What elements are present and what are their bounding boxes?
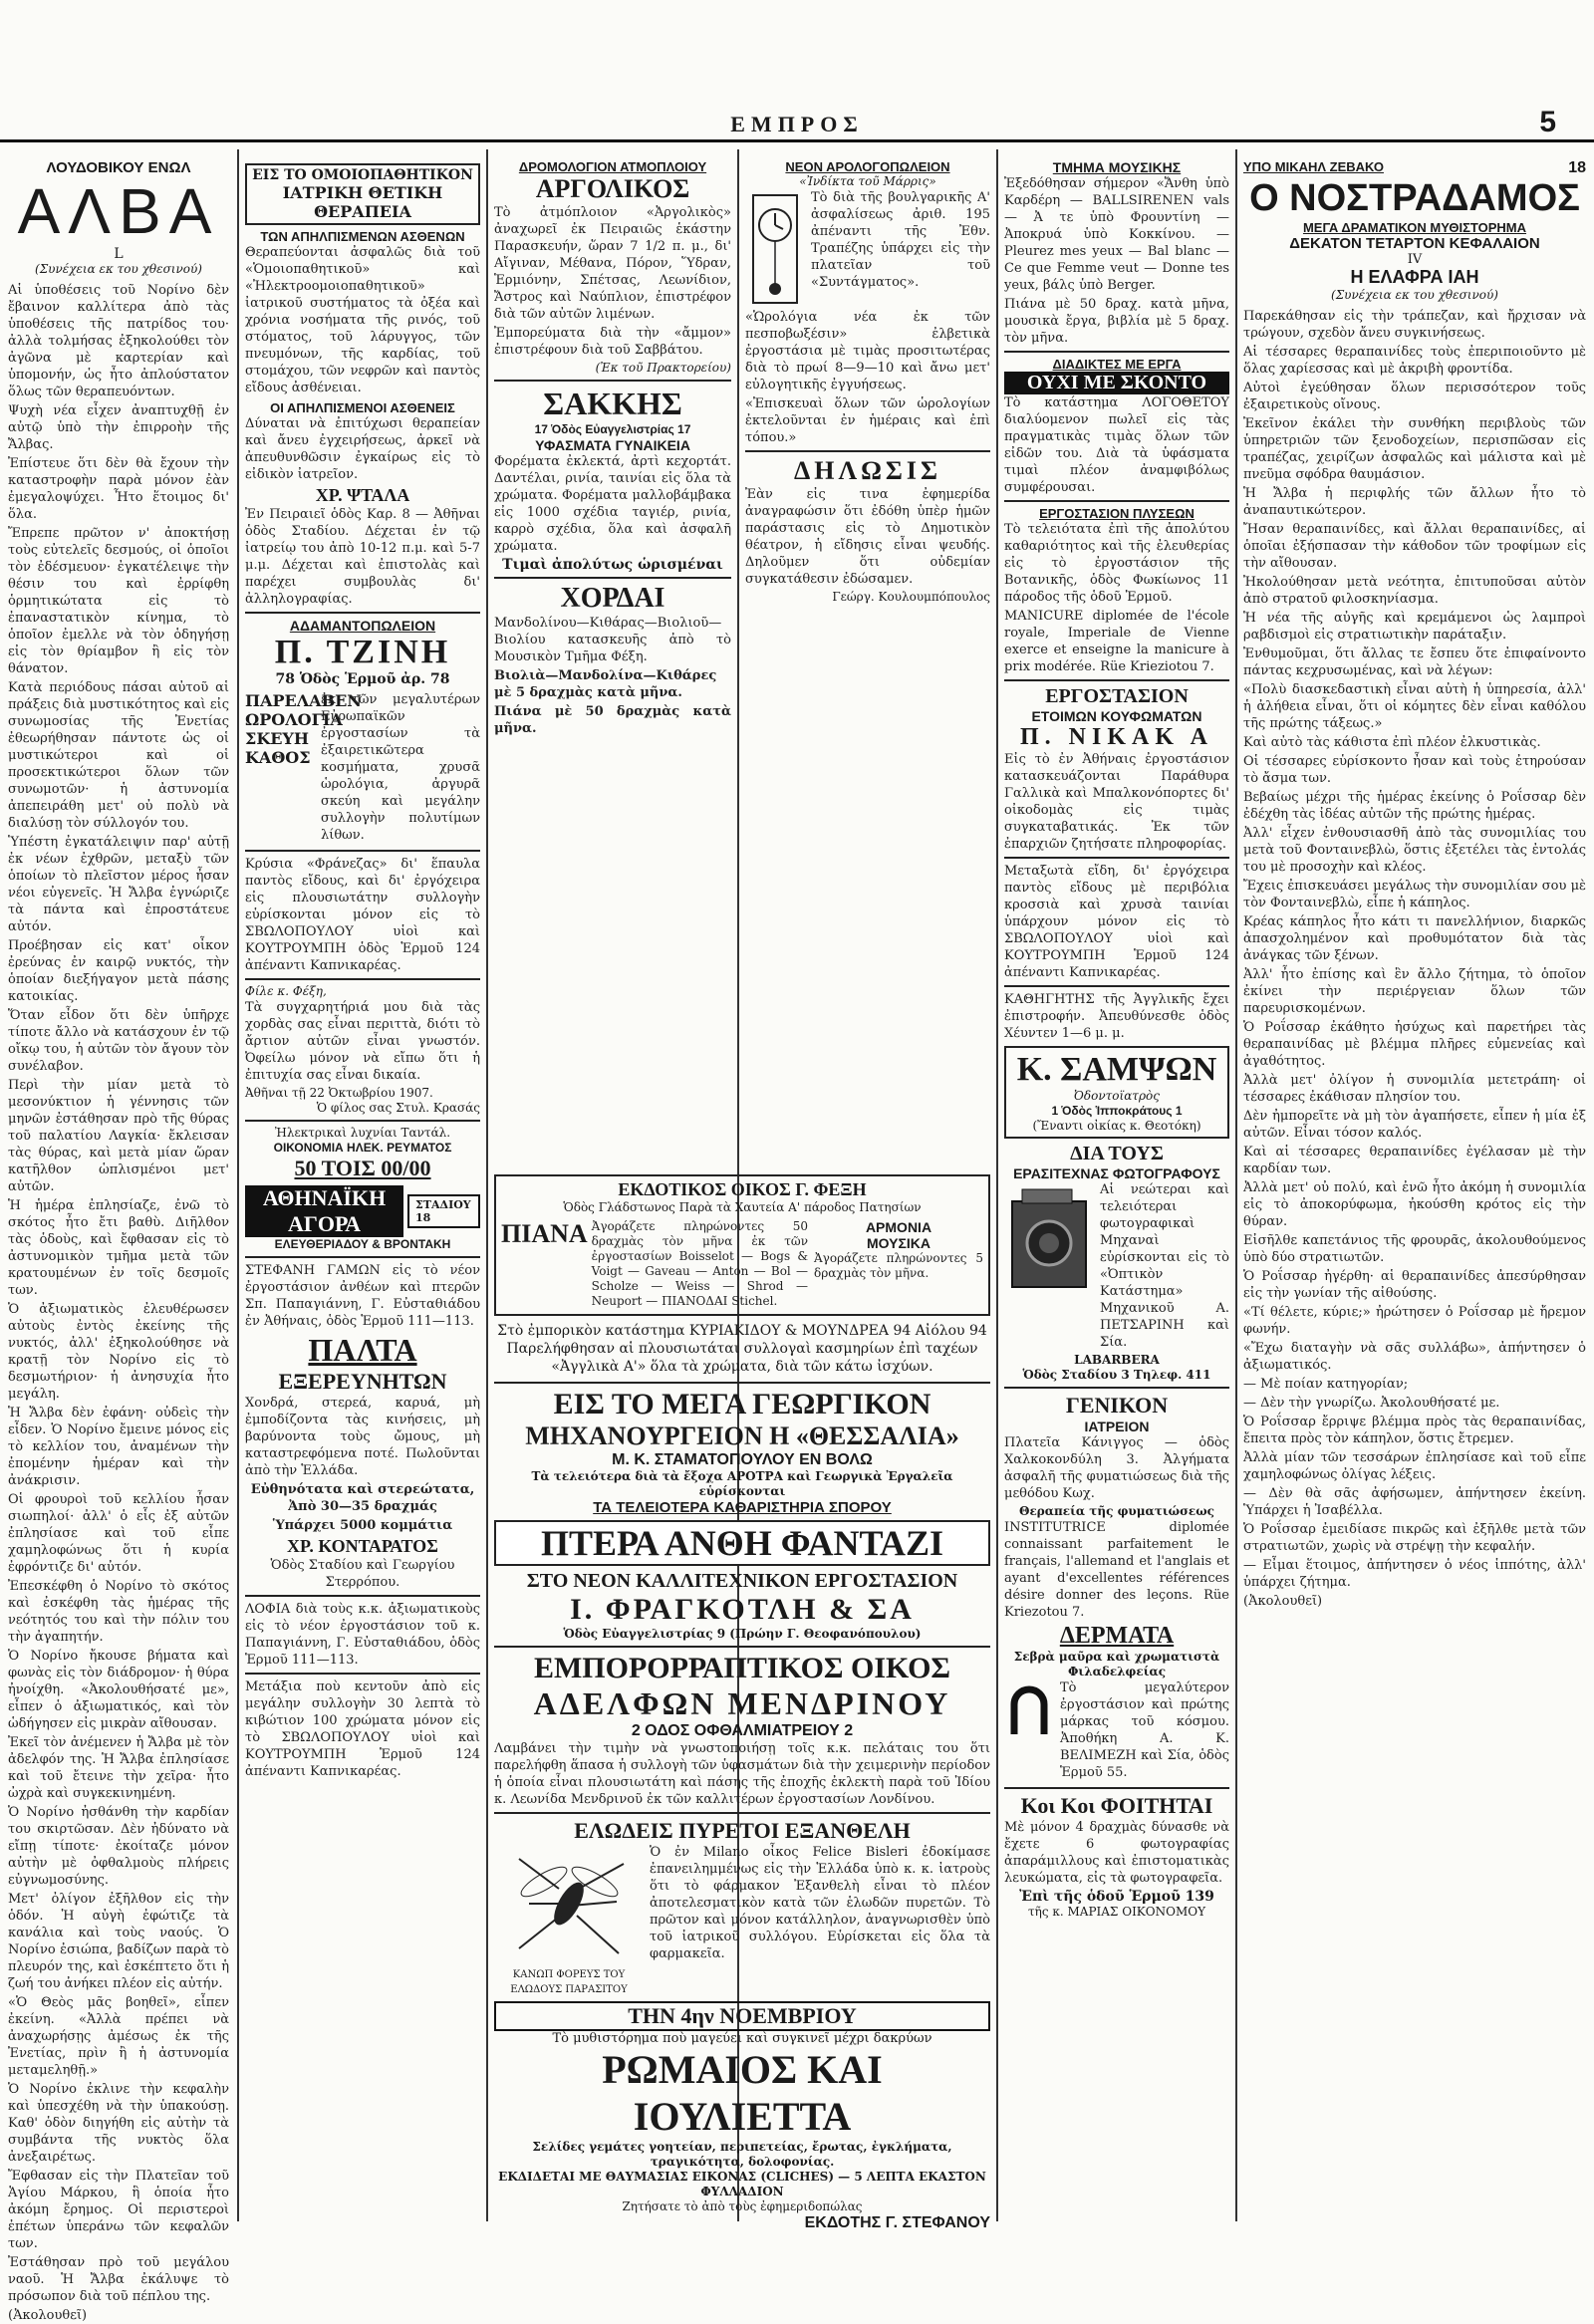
paragraph: Ἐκεῖνον ἐκάλει τὴν συνθήκη περιβλοὺς τῶν ὑπηρετριῶν τῶν ξενοδοχείων, περισπῶσαν εἰς τραπέζας, χειρίζων ἀσφαλῶς καὶ μάλιστα καὶ μὲ πνεῦμα σφόδρα θαυμάσιον. bbox=[1243, 416, 1586, 482]
serial-title: ΑΛΒΑ bbox=[17, 175, 220, 247]
music-label: ΜΟΥΣΙΚΑ bbox=[866, 1235, 930, 1251]
novel-text: Σελίδες γεμάτες γοητείαν, περιπετείας, ἔρωτας, ἐγκλήματα, τραγικότητα, δολοφονίας. bbox=[532, 2140, 952, 2169]
novel-text-3: Ζητήσατε τὸ ἀπὸ τοὺς ἐφημεριδοπώλας bbox=[622, 2199, 863, 2213]
feathers-owner: Ι. ΦΡΑΓΚΟΤΛΗ & ΣΑ bbox=[570, 1593, 915, 1626]
clinic-title: ΓΕΝΙΚΟΝ bbox=[1065, 1393, 1169, 1418]
serial2-body bbox=[1243, 308, 1586, 1610]
fexis-address: Ὁδὸς Γλάδστωνος Παρὰ τὰ Χαυτεία Α' πάροδος Πατησίων bbox=[563, 1200, 922, 1214]
column-rule bbox=[486, 149, 488, 2221]
paragraph: Κρέας κάπηλος ἦτο κάτι τι πανελλήνιον, διαρκῶς ἀπασχολημένον καὶ προθυμότατον διὰ τὰς ἀνάγκας τῶν ξένων. bbox=[1243, 914, 1586, 963]
jeweller-name: Π. ΤΖΙΝΗ bbox=[274, 634, 451, 670]
photo-address: Ὁδὸς Σταδίου 3 Τηλεφ. 411 bbox=[1022, 1368, 1211, 1382]
serial2-continued: (Συνέχεια εκ του χθεσινού) bbox=[1331, 288, 1498, 302]
ads-column-4 bbox=[745, 159, 990, 1165]
photo-text: Αἱ νεώτεραι καὶ τελειότεραι φωτογραφικαὶ Μηχαναὶ εὑρίσκονται εἰς τὸ «Ὀπτικὸν Κατάστημα» Μηχανικοῦ Α. ΠΕΤΣΑΡΙΝΗ καὶ Σία. bbox=[1100, 1182, 1229, 1350]
students-signature: τῆς κ. ΜΑΡΙΑΣ ΟΙΚΟΝΟΜΟΥ bbox=[1028, 1905, 1205, 1919]
dentist-title: Ὀδοντοϊατρὸς bbox=[1074, 1089, 1160, 1103]
market-sub: ΕΛΕΥΘΕΡΙΑΔΟΥ & ΒΡΟΝΤΑΚΗ bbox=[274, 1237, 451, 1251]
watch-text-3: «Ἐπισκευαὶ ὅλων τῶν ὡρολογίων ἐκτελοῦνται ἐν ἡμέραις καὶ ἐπὶ τόπου.» bbox=[745, 396, 990, 445]
coats-price: Εὐθηνότατα καὶ στερεώτατα, Ἀπὸ 30—35 δραχμάς bbox=[250, 1482, 475, 1514]
paragraph: Ἀλλ' εἶχεν ἐνθουσιασθῆ ἀπὸ τὰς συνομιλίας του μετὰ τοῦ Φονταινεβλὼ, ὅστις ἐξετέλει τὰς ἐντολάς του μὲ προσοχὴν καὶ κλέος. bbox=[1243, 826, 1586, 875]
paragraph: Μετ' ὀλίγον ἐξῆλθον εἰς τὴν ὁδόν. Ἡ αὐγὴ ἐφώτιζε τὰ κανάλια καὶ τοὺς ναούς. Ὁ Νορίνο ἐσιώπα, βαδίζων παρὰ τὸ πλευρόν της, καὶ ἐσκέπτετο ὅτι ἡ ζωή του ἀνήκει πλέον εἰς αὐτήν. bbox=[8, 1892, 229, 1991]
tailor-title: ΕΜΠΟΡΟΡΡΑΠΤΙΚΟΣ ΟΙΚΟΣ bbox=[533, 1652, 951, 1684]
paragraph: Ὁ ἀξιωματικὸς ἐλευθέρωσεν αὐτοὺς ἐντὸς ἐκείνης τῆς νυκτός, ἀλλ' ἐξηκολούθησε νὰ κρατῇ τὸν Νορίνο εἰς τὸ δεσμωτήριον· ἡ ἀνησυχία ἦτο μεγάλη. bbox=[8, 1302, 229, 1402]
serial2-chapter: ΔΕΚΑΤΟΝ ΤΕΤΑΡΤΟΝ ΚΕΦΑΛΑΙΟΝ bbox=[1289, 235, 1540, 252]
farm-text-2: ΤΑ ΤΕΛΕΙΟΤΕΡΑ ΚΑΘΑΡΙΣΤΗΡΙΑ ΣΠΟΡΟΥ bbox=[593, 1499, 892, 1516]
homeopathy-text-2: Δύναται νὰ ἐπιτύχωσι θεραπείαν καὶ ἄνευ ἐγχειρήσεως, ἀρκεῖ νὰ ἀπευθυνθῶσιν ἐγκαίρως εἰς τὸ εἰδικὸν ἰατρεῖον. bbox=[245, 416, 480, 482]
paragraph: — Δὲν θὰ σᾶς ἀφήσωμεν, ἀπήντησεν ἐκείνη. Ὑπάρχει ἡ Ἰσαβέλλα. bbox=[1243, 1486, 1586, 1518]
silk-ad: Κρύσια «Φράνεζας» δι' ἕπαυλα παντὸς εἴδους, καὶ δι' ἐργόχειρα εἰς πλουσιωτάτην συλλογὴν εὑρίσκονται μόνον εἰς τὸ ΣΒΩΛΟΠΟΥΛΟΥ υἱοὶ καὶ ΚΟΥΤΡΟΥΜΠΗ ὁδὸς Ἑρμοῦ 124 ἀπέναντι Καπνικαρέας. bbox=[245, 857, 480, 973]
serial-part: L bbox=[114, 246, 124, 262]
plumes-ad: ΛΟΦΙΑ διὰ τοὺς κ.κ. ἀξιωματικοὺς εἰς τὸ νέον ἐργοστάσιον τοῦ κ. Παπαγιάννη, Γ. Εὐσταθιάδου, ὁδὸς Ἑρμοῦ 111—113. bbox=[245, 1602, 480, 1668]
horseshoe-icon bbox=[1004, 1679, 1054, 1739]
paragraph: Ὁ Νορίνο ἠσθάνθη τὴν καρδίαν του σκιρτῶσαν. Δὲν ἠδύνατο νὰ εἴπῃ τίποτε· ἐκοίταζε μόνον αὐτὴν μὲ ὀφθαλμοὺς πλήρεις εὐγνωμοσύνης. bbox=[8, 1805, 229, 1888]
paragraph: Ἠκολούθησαν μετὰ νεότητα, ἐπιτυποῦσαι αὐτὸν ἀπὸ στρατοῦ φιλοσκηνίασμα. bbox=[1243, 575, 1586, 607]
photo-heading: ΔΙΑ ΤΟΥΣ bbox=[1070, 1143, 1164, 1164]
letter-signature: Ὁ φίλος σας Στυλ. Κρασάς bbox=[316, 1101, 480, 1115]
coats-address: Ὁδὸς Σταδίου καὶ Γεωργίου Στερρόπου. bbox=[270, 1558, 455, 1590]
jeweller-items bbox=[245, 691, 362, 846]
frames-heading: ΕΡΓΟΣΤΑΣΙΟΝ bbox=[1045, 685, 1189, 707]
announcement-text: Ἐὰν εἰς τινα ἐφημερίδα ἀναγραφώσιν ὅτι ἐδόθη ὑπὲρ ἡμῶν παράστασις εἰς τὸ Δημοτικὸν θέατρον, ἡ εἴδησις εἶναι ψευδής. Δηλοῦμεν ὅτι οὐδεμίαν συγκατάθεσιν ἐδώσαμεν. bbox=[745, 487, 990, 587]
clinic-text-2: Θεραπεία τῆς φυματιώσεως bbox=[1019, 1504, 1214, 1518]
jeweller-item: ΚΑΘΟΣ bbox=[245, 748, 311, 767]
coats-subtitle: ΕΞΕΡΕΥΝΗΤΩΝ bbox=[278, 1369, 447, 1394]
paragraph: (Ἀκολουθεῖ) bbox=[1243, 1594, 1323, 1609]
fever-text: Ὁ ἐν Milano οἶκος Felice Bisleri ἐδοκίμασε ἐπανειλημμένως εἰς τὴν Ἑλλάδα ὑπὸ κ. κ. ἰατροὺς ὅτι τὸ φάρμακον Ἐξανθελὴ εἶναι τὸ πλέον ἀποτελεσματικὸν κατὰ τῶν ἑλωδῶν πυρετῶν. Τὸ πρῶτον καὶ μόνον κατάλληλον, ἀναγνωρισθὲν ὑπὸ τοῦ ἰατρικοῦ συλλόγου. Εὑρίσκεται εἰς ὅλα τὰ φαρμακεῖα. bbox=[650, 1845, 990, 1961]
paragraph: Βεβαίως μέχρι τῆς ἡμέρας ἐκείνης ὁ Ροΐσσαρ δὲν ἐδέχθη τὰς ἰδέας αὐτῶν τῆς πρώτης ἡμέρας. bbox=[1243, 790, 1586, 822]
serial-author: ΛΟΥΔΟΒΙΚΟΥ ΕΝΩΛ bbox=[46, 159, 191, 176]
homeopathy-h2: ΟΙ ΑΠΗΛΠΙΣΜΕΝΟΙ ΑΣΘΕΝΕΙΣ bbox=[270, 400, 455, 415]
students-title: Κοι Κοι ΦΟΙΤΗΤΑΙ bbox=[1020, 1793, 1213, 1818]
frames-heading-2: ΕΤΟΙΜΩΝ ΚΟΥΦΩΜΑΤΩΝ bbox=[1031, 708, 1202, 724]
sakkis-sub: ΥΦΑΣΜΑΤΑ ΓΥΝΑΙΚΕΙΑ bbox=[535, 437, 690, 453]
jeweller-address: 78 Ὁδὸς Ἑρμοῦ ἀρ. 78 bbox=[275, 671, 450, 687]
wreath-ad: ΣΤΕΦΑΝΗ ΓΑΜΩΝ εἰς τὸ νέον ἐργοστάσιον ἀνθέων καὶ πτερῶν Σπ. Παπαγιάννη, Γ. Εὐσταθιάδου ἐν Ἀθήναις, ὁδὸς Ἑρμοῦ 111—113. bbox=[245, 1263, 480, 1329]
announcement-signature: Γεώργ. Κουλουμπόπουλος bbox=[832, 590, 990, 604]
paragraph: «Πολὺ διασκεδαστικὴ εἶναι αὐτὴ ἡ ὑπηρεσία, ἀλλ' ἡ ἀλήθεια εἶναι, ὅτι οἱ κόμητες δὲν εἶναι καθόλου τῆς πρώτης τάξεως.» bbox=[1243, 682, 1586, 731]
paragraph: Ἡ Ἄλβα ἡ περιφλής τῶν ἄλλων ἦτο τὸ ἀναπαυτικώτερον. bbox=[1243, 486, 1586, 518]
doctor-info: Ἐν Πειραιεῖ ὁδὸς Καρ. 8 — Ἀθῆναι ὁδὸς Σταδίου. Δέχεται ἐν τῷ ἰατρείῳ του ἀπὸ 10-12 π.μ. καὶ 5-7 μ.μ. Δέχεται καὶ ἐπιστολὰς καὶ παρέχει συμβουλὰς δι' ἀλληλογραφίας. bbox=[245, 507, 480, 607]
organs-label: ΑΡΜΟΝΙΑ bbox=[865, 1219, 932, 1235]
fever-caption: ΚΑΝΩΠ ΦΟΡΕΥΣ ΤΟΥ ΕΛΩΔΟΥΣ ΠΑΡΑΣΙΤΟΥ bbox=[510, 1969, 628, 1995]
novel-publisher: ΕΚΔΟΤΗΣ Γ. ΣΤΕΦΑΝΟΥ bbox=[804, 2214, 990, 2231]
camera-icon bbox=[1004, 1181, 1094, 1301]
letter-salutation: Φίλε κ. Φέξη, bbox=[245, 984, 327, 998]
serial2-author: ΥΠΟ ΜΙΚΑΗΛ ΖΕΒΑΚΟ bbox=[1243, 159, 1384, 174]
paragraph: Ὁ Ροΐσσαρ ἔρριψε βλέμμα πρὸς τὰς θεραπαινίδας, ἔπειτα πρὸς τὸν κάπηλον, ὅστις ἔτρεμεν. bbox=[1243, 1415, 1586, 1446]
frames-text: Εἰς τὸ ἐν Ἀθήναις ἐργοστάσιον κατασκευάζονται Παράθυρα Γαλλικὰ καὶ Μπαλκονόπορτες δι' οἰκοδομὰς εἰς τιμὰς συγκαταβατικάς. Ἐκ τῶν ἐπαρχιῶν ζητήσατε πληροφορίας. bbox=[1004, 752, 1229, 852]
newspaper-title: ΕΜΠΡΟΣ bbox=[730, 112, 864, 136]
paragraph: Ὁ Νορίνο ἤκουσε βήματα καὶ φωνὰς εἰς τὸν διάδρομον· ἡ θύρα ἠνοίχθη. «Ἀκολουθήσατέ με», εἶπεν ὁ ἀξιωματικός, καὶ τὸν ὡδήγησεν εἰς μικρὰν αἴθουσαν. bbox=[8, 1649, 229, 1731]
paragraph: Ἐνθυμοῦμαι, ὅτι ἄλλας τε ἔσπευ ὅτε ἐπιφαίνοντο πάντας κεχρυσωμένας, καὶ νὰ λέγων: bbox=[1243, 646, 1586, 678]
paragraph: Κατὰ περιόδους πάσαι αὐτοῦ αἱ πράξεις διὰ μυστικότητος καὶ εἰς συνωμοσίας τῆς Ἐνετίας ἐθεωρήθησαν πάντοτε ὡς οἱ μυστικώτεροι καὶ οἱ προσεκτικώτεροι ὅλων τῶν συνωμοτῶν· ἡ ἀστυνομία ἀπεπειράθη μετ' οὐ πολὺ νὰ διαλύσῃ τὸν σύλλογόν του. bbox=[8, 680, 229, 831]
paragraph: Περὶ τὴν μίαν μετὰ τὸ μεσονύκτιον ἡ γέννησις τῶν μηνῶν ἐστάθησαν πρὸ τῆς θύρας τοῦ παλατίου Λαγκία· ἔκλεισαν τὰς θύρας, καὶ μετὰ μίαν ὥραν κατῆλθον ὡπλισμένοι μετ' αὐτῶν. bbox=[8, 1078, 229, 1194]
homeopathy-title: ΕΙΣ ΤΟ ΟΜΟΙΟΠΑΘΗΤΙΚΟΝ bbox=[252, 167, 473, 183]
coats-stock: Ὑπάρχει 5000 κομμάτια bbox=[272, 1518, 453, 1533]
photo-heading-2: ΕΡΑΣΙΤΕΧΝΑΣ ΦΩΤΟΓΡΑΦΟΥΣ bbox=[1013, 1165, 1220, 1181]
paragraph: Ὅταν εἶδον ὅτι δὲν ὑπῆρχε τίποτε ἄλλο νὰ κατάσχουν ἐν τῷ οἴκῳ του, ἡ αὐτῶν τὸν ἄγουν τὸν συνέλαβον. bbox=[8, 1008, 229, 1074]
lamps-percent: 50 ΤΟΙΣ 00/00 bbox=[294, 1156, 431, 1180]
homeopathy-text: Θεραπεύονται ἀσφαλῶς διὰ τοῦ «Ὁμοιοπαθητικοῦ» καὶ «Ἠλεκτροομοιοπαθητικοῦ» ἰατρικοῦ συστήματος τὰ ὀξέα καὶ χρόνια νοσήματα τῆς ρινός, τοῦ στόματος, τοῦ λάρυγγος, τῶν πνευμόνων, τῆς καρδίας, τοῦ στομάχου, τῶν νεφρῶν καὶ παντὸς εἴδους ἀσθένειαι. bbox=[245, 245, 480, 395]
paragraph: Ἔπρεπε πρῶτον ν' ἀποκτήσῃ τοὺς εὐτελεῖς δεσμούς, οἱ ὁποῖοι τὸν ἐδέσμευον· ἐγκατέλειψε τὴν θέσιν του καὶ ἐρρίφθη ὁρμητικώτατα εἰς τὸ ἐπαναστατικὸν κίνημα, τὸ ὁποῖον ἐμελλε νὰ τὸν ὁδηγήσῃ εἰς τὸν θρίαμβον ἢ εἰς τὸν θάνατον. bbox=[8, 526, 229, 676]
pianos-label: ΠΙΑΝΑ bbox=[501, 1219, 588, 1248]
frames-owner: Π. ΝΙΚΑΚ Α bbox=[1019, 724, 1213, 750]
serial-column-nostradamus bbox=[1243, 159, 1586, 2221]
paragraph: — Εἶμαι ἕτοιμος, ἀπήντησεν ὁ νέος ἱππότης, ἀλλ' ὑπάρχει ζήτημα. bbox=[1243, 1558, 1586, 1590]
strings-text-2: Βιολιὰ—Μανδολίνα—Κιθάρες μὲ 5 δραχμὰς κατὰ μῆνα. bbox=[494, 668, 717, 700]
jeweller-text: ἐκ τῶν μεγαλυτέρων Εὐρωπαϊκῶν ἐργοστασίων τὰ ἐξαιρετικῶτερα κοσμήματα, χρυσᾶ ὡρολόγια, ἀργυρᾶ σκεύη καὶ μεγάλην συλλογὴν πολυτίμων λίθων. bbox=[321, 692, 480, 843]
kyriakidou-ad: Στὸ ἐμπορικὸν κατάστημα ΚΥΡΙΑΚΙΔΟΥ & ΜΟΥΝΔΡΕΑ 94 Αἰόλου 94 Παρελήφθησαν αἱ πλουσιωτάται συλλογαὶ κασμηρίων ἐπὶ ταχέων «Ἀγγλικὰ Α'» ὅλα τὰ χρώματα, διὰ τῶν κάτω ἰσχύων. bbox=[497, 1323, 987, 1375]
letter-body: Τὰ συγχαρητήριά μου διὰ τὰς χορδὰς σας εἶναι περιττὰ, διότι τὸ ἄρτιον αὐτῶν εἶναι γνωστόν. Ὀφείλω μόνον νὰ εἴπω ὅτι ἡ ἐπιτυχία σας εἶναι δικαία. bbox=[245, 1000, 480, 1083]
steamer-heading: ΔΡΟΜΟΛΟΓΙΟΝ ΑΤΜΟΠΛΟΙΟΥ bbox=[518, 159, 707, 174]
pianos-text: Ἀγοράζετε πληρώνοντες 50 δραχμὰς τὸν μῆνα ἐκ τῶν ἐργοστασίων Boisselot — Bogs & Voigt — Gaveau — Anton — Bol — Scholze — Weiss — Shrod — Neuport — ΠΙΑΝΟΔΑΙ Stichel. bbox=[591, 1219, 808, 1308]
column-rule bbox=[996, 149, 998, 2221]
silk-ad-2: Μεταξωτὰ εἴδη, δι' ἐργόχειρα παντὸς εἴδους μὲ περιβόλια κροσσιὰ καὶ χρυσὰ ταινίαι ὑπάρχουν μόνον εἰς τὸ ΣΒΩΛΟΠΟΥΛΟΥ υἱοὶ καὶ ΚΟΥΤΡΟΥΜΠΗ Ἑρμοῦ 124 ἀπέναντι Καπνικαρέας. bbox=[1004, 864, 1229, 980]
paragraph: Καὶ αὐτὸ τὰς κάθιστα ἐπὶ πλέον ἐλκυστικὰς. bbox=[1243, 735, 1541, 750]
paragraph: Εἰσῆλθε καπετάνιος τῆς φρουρᾶς, ἀκολουθούμενος ὑπὸ δύο στρατιωτῶν. bbox=[1243, 1233, 1586, 1265]
column-rule bbox=[237, 149, 239, 2221]
paragraph: Ἀλλὰ μετ' ὀλίγον ἡ συνομιλία μετετράπη· οἱ τέσσαρες ἐκάθισαν πλησίον του. bbox=[1243, 1073, 1586, 1105]
music-heading: ΤΜΗΜΑ ΜΟΥΣΙΚΗΣ bbox=[1052, 159, 1182, 175]
jeweller-item: ΠΑΡΕΛΑΒΕΝ bbox=[245, 691, 362, 710]
tailor-name: ΑΔΕΛΦΩΝ ΜΕΝΔΡΙΝΟΥ bbox=[533, 1685, 951, 1721]
watch-heading: ΝΕΟΝ ΑΡΟΛΟΓΟΠΩΛΕΙΟΝ bbox=[785, 159, 950, 174]
sakkis-text: Φορέματα ἐκλεκτά, ἀρτὶ κεχορτάτ. Δαντέλαι, ρινία, ταινίαι εἰς ὅλα τὰ χρώματα. Φορέματα μαλλοβάμβακα εἰς 1000 σχέδια ταγιέρ, ρινία, καρρὸ σχέδια, ὅλα καὶ ἀσφαλῆ χρώματα. bbox=[494, 454, 731, 554]
watch-sub: «Ἰνδίκτα τοῦ Μάρρις» bbox=[799, 174, 936, 188]
serial-column-alba bbox=[8, 159, 229, 2323]
paragraph: Οἱ τέσσαρες εὑρίσκοντο ἦσαν καὶ τοὺς ἐτηρούσαν τὸ ἄσμα των. bbox=[1243, 754, 1586, 786]
homeopathy-subtitle: ΙΑΤΡΙΚΗ ΘΕΤΙΚΗ ΘΕΡΑΠΕΙΑ bbox=[282, 183, 443, 221]
announcement-title: ΔΗΛΩΣΙΣ bbox=[793, 456, 942, 485]
serial2-number: 18 bbox=[1568, 159, 1586, 176]
paragraph: Αὐτοὶ ἐγεύθησαν ὅλων περισσότερον τοῦς ἐξαιρετικοὺς οἴνους. bbox=[1243, 381, 1586, 412]
novel-date: ΤΗΝ 4ην ΝΟΕΜΒΡΙΟΥ bbox=[494, 2001, 990, 2031]
strings-text-3: Πιάνα μὲ 50 δραχμὰς κατὰ μῆνα. bbox=[494, 704, 731, 736]
paragraph: Καὶ αἱ τέσσαρες θεραπαινίδες ἐγέλασαν μὲ τὴν καρδίαν των. bbox=[1243, 1145, 1586, 1176]
paragraph: Ἐπεσκέφθη ὁ Νορίνο τὸ σκότος καὶ ἐσκέφθη τὰς ἡμέρας τῆς νεότητός του καὶ τὴν πόλιν του τὴν ἀγαπητήν. bbox=[8, 1579, 229, 1645]
dentist-address: 1 Ὁδὸς Ἱπποκράτους 1 bbox=[1051, 1104, 1183, 1118]
feathers-address: Ὁδὸς Εὐαγγελιστρίας 9 (Πρώην Γ. Θεοφανόπουλου) bbox=[563, 1627, 922, 1641]
paragraph: «Τί θέλετε, κύριε;» ἠρώτησεν ὁ Ροΐσσαρ μὲ ἤρεμον φωνήν. bbox=[1243, 1305, 1586, 1337]
serial2-sub: ΜΕΓΑ ΔΡΑΜΑΤΙΚΟΝ ΜΥΘΙΣΤΟΡΗΜΑ bbox=[1302, 220, 1527, 235]
steamer-note: Ἐμπορεύματα διὰ τὴν «ἄμμον» ἐπιστρέφουν διὰ τοῦ Σαββάτου. bbox=[494, 326, 731, 358]
farm-title: ΕΙΣ ΤΟ ΜΕΓΑ ΓΕΩΡΓΙΚΟΝ bbox=[553, 1388, 931, 1420]
paragraph: «Ὁ Θεὸς μᾶς βοηθεῖ», εἶπεν ἐκείνη. «Ἀλλὰ πρέπει νὰ ἀναχωρήσῃς ἀμέσως ἐκ τῆς Ἐνετίας, πρὶν ἢ ἡ ἀστυνομία μεταμεληθῇ.» bbox=[8, 1995, 229, 2078]
ads-column-3 bbox=[494, 159, 731, 1165]
mosquito-icon bbox=[499, 1844, 639, 1963]
paragraph: Ἐκεῖ τὸν ἀνέμενεν ἡ Ἄλβα μὲ τὸν ἀδελφόν της. Ἡ Ἄλβα ἐπλησίασε καὶ τοῦ ἔτεινε τὴν χεῖρα· ἦτο ὠχρὰ καὶ συγκεκινημένη. bbox=[8, 1735, 229, 1801]
feathers-title: ΠΤΕΡΑ ΑΝΘΗ ΦΑΝΤΑΖΙ bbox=[496, 1522, 988, 1564]
paragraph: Προέβησαν εἰς κατ' οἶκον ἐρεύνας ἐν καιρῷ νυκτός, τὴν ὁποίαν διεξήγαγον μετὰ πάσης κατοικίας. bbox=[8, 938, 229, 1004]
novel-tagline: Τὸ μυθιστόρημα ποὺ μαγεύει καὶ συγκινεῖ μέχρι δακρύων bbox=[552, 2031, 932, 2046]
jeweller-heading: ΑΔΑΜΑΝΤΟΠΩΛΕΙΟΝ bbox=[289, 618, 436, 634]
threads-ad: Μετάξια ποὺ κεντοῦν ἀπὸ εἰς μεγάλην συλλογὴν 30 λεπτὰ τὸ κιβώτιον 100 χρώματα μόνον εἰς τὸ ΣΒΩΛΟΠΟΥΛΟΥ υἱοὶ καὶ ΚΟΥΤΡΟΥΜΠΗ Ἑρμοῦ 124 ἀπέναντι Καπνικαρέας. bbox=[245, 1679, 480, 1779]
paragraph: Ἡ νέα τῆς αὐγῆς καὶ κρεμάμενοι ὡς λαμπροὶ ραβδισμοὶ εἰς στρατιωτικὴν παράταξιν. bbox=[1243, 611, 1586, 643]
dentist-address-2: (Ἔναντι οἰκίας κ. Θεοτόκη) bbox=[1032, 1119, 1201, 1133]
laundry-heading: ΕΡΓΟΣΤΑΣΙΟΝ ΠΛΥΣΕΩΝ bbox=[1039, 506, 1195, 521]
coats-text: Χονδρά, στερεά, καρυά, μὴ ἐμποδίζοντα τὰς κινήσεις, μὴ βαρύνοντα τοὺς ὤμους, μὴ καταστρεφόμενα ποτέ. Πωλοῦνται ἀπὸ τὴν Ἑλλάδα. bbox=[245, 1396, 480, 1478]
sale-heading: ΔΙΑΔΙΚΤΕΣ ΜΕ ΕΡΓΑ bbox=[1052, 357, 1182, 372]
strings-title: ΧΟΡΔΑΙ bbox=[560, 583, 665, 614]
clinic-text: Πλατεῖα Κάνιγγος — ὁδὸς Χαλκοκονδύλη 3. Ἀλγήματα ἀσφαλῆ τῆς φυματιώσεως διὰ τῆς μεθόδου Κωχ. bbox=[1004, 1435, 1229, 1501]
institutrice-text: INSTITUTRICE diplomée connaissant parfaitement le français, l'allemand et l'anglais et ayant d'excellentes références désire donner des leçons. Rüe Kriezotou 7. bbox=[1004, 1520, 1229, 1620]
page-number: 5 bbox=[1539, 106, 1556, 138]
sale-heading-2: ΟΥΧΙ ΜΕ ΣΚΟΝΤΟ bbox=[1004, 372, 1229, 394]
tailor-address: 2 ΟΔΟΣ ΟΦΘΑΛΜΙΑΤΡΕΙΟΥ 2 bbox=[631, 1722, 854, 1739]
fever-title: ΕΛΩΔΕΙΣ ΠΥΡΕΤΟΙ ΕΞΑΝΘΕΛΗ bbox=[574, 1818, 911, 1843]
paragraph: — Μὲ ποίαν κατηγορίαν; bbox=[1243, 1377, 1409, 1392]
lamps-ad-2: ΟΙΚΟΝΟΜΙΑ ΗΛΕΚ. ΡΕΥΜΑΤΟΣ bbox=[273, 1141, 452, 1155]
paragraph: Ἐστάθησαν πρὸ τοῦ μεγάλου ναοῦ. Ἡ Ἄλβα ἐκάλυψε τὸ πρόσωπον διὰ τοῦ πέπλου της. bbox=[8, 2255, 229, 2304]
column-rule bbox=[1235, 149, 1237, 2221]
serial2-title: Ο ΝΟΣΤΡΑΔΑΜΟΣ bbox=[1249, 177, 1580, 219]
paragraph: Ἡ Ἄλβα δὲν ἐφάνη· οὐδεὶς τὴν εἶδεν. Ὁ Νορίνο ἔμεινε μόνος εἰς τὸ κελλίον του, ἀναμένων τὴν ἐπομένην ἡμέραν καὶ τὴν ἀνάκρισιν. bbox=[8, 1406, 229, 1488]
steamer-source: (Ἐκ τοῦ Πρακτορείου) bbox=[595, 361, 731, 375]
english-teacher: ΚΑΘΗΓΗΤΗΣ τῆς Ἀγγλικῆς ἔχει ἐπιστροφήν. Ἀπευθύνεσθε ὁδὸς Χέυντεν 1—6 μ. μ. bbox=[1004, 992, 1229, 1041]
steamer-name: ΑΡΓΟΛΙΚΟΣ bbox=[535, 174, 690, 203]
paragraph: Ὁ Ροΐσσαρ ἐκάθητο ἡσύχως καὶ παρετήρει τὰς θεραπαινίδας μὲ βλέμμα πλῆρες εὐμενείας καὶ ἀγαθότητος. bbox=[1243, 1020, 1586, 1069]
sale-text: Τὸ κατάστημα ΛΟΓΟΘΕΤΟΥ διαλύομενον πωλεῖ εἰς τὰς πραγματικὰς τιμὰς ὅλων τῶν εἰδῶν του. Διὰ τὰ ὑφάσματα τιμαὶ πλέον ἀναμφιβόλως συμφέρουσαι. bbox=[1004, 395, 1229, 495]
novel-text-2: ΕΚΔΙΔΕΤΑΙ ΜΕ ΘΑΥΜΑΣΙΑΣ ΕΙΚΟΝΑΣ (CLICHES) — 5 ΛΕΠΤΑ ΕΚΑΣΤΟΝ ΦΥΛΛΑΔΙΟΝ bbox=[498, 2170, 986, 2198]
novel-title: ΡΩΜΑΙΟΣ ΚΑΙ ΙΟΥΛΙΕΤΤΑ bbox=[602, 2047, 883, 2139]
paragraph: Παρεκάθησαν εἰς τὴν τράπεζαν, καὶ ἤρχισαν νὰ τρώγουν, σχεδὸν ἄνευ συγκινήσεως. bbox=[1243, 309, 1586, 341]
paragraph: Ἀλλ' ἦτο ἐπίσης καὶ ἓν ἄλλο ζήτημα, τὸ ὁποῖον ἐκίνει τὴν περιέργειαν ὅλων τῶν παρευρισκομένων. bbox=[1243, 967, 1586, 1016]
watch-text: Τὸ διὰ τῆς βουλγαρικῆς Α' ἀσφαλίσεως ἀριθ. 195 ἀπέναντι τῆς Ἐθν. Τραπέζης ὑπάρχει εἰς τὴν πλατεῖαν τοῦ «Συντάγματος». bbox=[811, 190, 990, 290]
paragraph: Ἐπίστευε ὅτι δὲν θὰ ἔχουν τὴν καταστροφὴν παρὰ μόνον ἐὰν ἐμεγαλοψύχει. Ἦτο ἕτοιμος δι' ὅλα. bbox=[8, 456, 229, 522]
music-text: Ἐξεδόθησαν σήμερον «Ἄνθη ὑπὸ Καρδέρη — BALLSIRENEN vals — Ἀ τε ὑπὸ Φρουντίνη — Ἀποκρυά ὑπὸ Κοκκίνου. — Pleurez mes yeux — Bal blanc — Ce que Femme veut — Donne tes yeux, βάλς ὑπὸ Berger. bbox=[1004, 176, 1229, 293]
clinic-title-2: ΙΑΤΡΕΙΟΝ bbox=[1084, 1419, 1150, 1434]
serial-continued: (Συνέχεια εκ του χθεσινού) bbox=[35, 262, 202, 276]
strings-text: Μανδολίνου—Κιθάρας—Βιολιοῦ—Βιολίου κατασκευῆς ἀπὸ τὸ Μουσικὸν Τμῆμα Φέξη. bbox=[494, 616, 731, 664]
tailor-text: Λαμβάνει τὴν τιμὴν νὰ γνωστοποιήσῃ τοῖς κ.κ. πελάταις του ὅτι παρελήφθη ἅπασα ἡ συλλογὴ τῶν ὑφασμάτων διὰ τὴν χειμερινὴν περίοδον ἡ ὁποία εἶναι πλουσιωτάτη καὶ πάσης τῆς ἐποχῆς ἐκλεκτὴ παρὰ τοῦ Ἰδίου κ. Λεωνίδα Μενδρινοῦ ἐκ τῶν καλλιτέρων ἐργοστασίων Λονδίνου. bbox=[494, 1741, 990, 1807]
fexis-ad bbox=[494, 1174, 990, 1316]
ads-column-2 bbox=[245, 159, 480, 2221]
laundry-text: Τὸ τελειότατα ἐπὶ τῆς ἀπολύτου καθαριότητος καὶ τῆς ἐλευθερίας εἰς τὸ ἐργοστάσιον τῆς Βοτανικῆς, ὁδὸς Φωκίωνος 11 πάροδος τῆς ὁδοῦ Ἑρμοῦ. bbox=[1004, 522, 1229, 605]
homeopathy-box bbox=[245, 163, 480, 225]
fexis-title: ΕΚΔΟΤΙΚΟΣ ΟΙΚΟΣ Γ. ΦΕΞΗ bbox=[618, 1179, 867, 1199]
coats-seller: ΧΡ. ΚΟΝΤΑΡΑΤΟΣ bbox=[287, 1536, 438, 1556]
paragraph: Ὁ Ροΐσσαρ ἠγέρθη· αἱ θεραπαινίδες ἀπεσύρθησαν εἰς τὴν γωνίαν τῆς αἰθούσης. bbox=[1243, 1269, 1586, 1301]
skins-sub: Σεβρὰ μαῦρα καὶ χρωματιστὰ Φιλαδελφείας bbox=[1013, 1650, 1220, 1678]
students-address: Ἐπὶ τῆς ὁδοῦ Ἑρμοῦ 139 bbox=[1019, 1889, 1214, 1905]
paragraph: Ψυχὴ νέα εἶχεν ἀναπτυχθῇ ἐν αὐτῷ ὑπὸ τὴν ἐπιρροὴν τῆς Ἄλβας. bbox=[8, 403, 229, 452]
paragraph: «Ἔχω διαταγὴν νὰ σᾶς συλλάβω», ἀπήντησεν ὁ ἀξιωματικός. bbox=[1243, 1341, 1586, 1373]
sakkis-prices: Τιμαὶ ἀπολύτως ὡρισμέναι bbox=[502, 557, 723, 573]
paragraph: Ὁ Ροΐσσαρ ἐμειδίασε πικρῶς καὶ ἐξῆλθε μετὰ τῶν στρατιωτῶν, χωρὶς νὰ στρέψῃ τὴν κεφαλήν. bbox=[1243, 1522, 1586, 1554]
coats-title: ΠΑΛΤΑ bbox=[308, 1332, 417, 1368]
ads-column-5 bbox=[1004, 159, 1229, 2221]
paragraph: Ἔχεις ἐπισκευάσει μεγάλως τὴν συνομιλίαν σου μὲ τὸν Φονταινεβλὼ, εἶπε ἡ κάπηλος. bbox=[1243, 879, 1586, 910]
paragraph: (Ἀκολουθεῖ) bbox=[8, 2308, 88, 2323]
dentist-name: Κ. ΣΑΜΨΩΝ bbox=[1016, 1051, 1217, 1088]
music-text-2: Πιάνα μὲ 50 δραχ. κατὰ μῆνα, μουσικὰ ἔργα, βιβλία μὲ 5 δραχ. τὸν μῆνα. bbox=[1004, 297, 1229, 346]
farm-owner: Μ. Κ. ΣΤΑΜΑΤΟΠΟΥΛΟΥ ΕΝ ΒΟΛΩ bbox=[612, 1451, 873, 1468]
serial2-chapter-no: IV bbox=[1407, 252, 1423, 267]
farm-title-2: ΜΗΧΑΝΟΥΡΓΕΙΟΝ Η «ΘΕΣΣΑΛΙΑ» bbox=[525, 1421, 959, 1450]
paragraph: Οἱ φρουροὶ τοῦ κελλίου ἦσαν σιωπηλοί· ἀλλ' ὁ εἷς ἐξ αὐτῶν ἐπλησίασε καὶ τοῦ εἶπε χαμηλοφώνως ὅτι ἡ κυρία ἐφρόντιζε δι' αὐτόν. bbox=[8, 1492, 229, 1575]
organs-text: Ἀγοράζετε πληρώνοντες 5 δραχμὰς τὸν μῆνα. bbox=[814, 1251, 983, 1280]
feathers-sub: ΣΤΟ ΝΕΟΝ ΚΑΛΛΙΤΕΧΝΙΚΟΝ ΕΡΓΟΣΤΑΣΙΟΝ bbox=[526, 1570, 958, 1592]
paragraph: Ἀλλὰ μετ' οὐ πολύ, καὶ ἐνῶ ἦτο ἀκόμη ἡ συνομιλία εἰς τὸ ἀποκορύφωμα, ἠκούσθη κρότος εἰς τὴν θύραν. bbox=[1243, 1180, 1586, 1229]
market-name: ΑΘΗΝΑΪΚΗ ΑΓΟΡΑ bbox=[245, 1185, 403, 1237]
serial2-chapter-title: Η ΕΛΑΦΡΑ ΙΑΗ bbox=[1350, 267, 1479, 287]
paragraph: Ἔφθασαν εἰς τὴν Πλατεῖαν τοῦ Ἁγίου Μάρκου, ἣ ὁποία ἦτο ἀκόμη ἔρημος. Οἱ περιστεροὶ ἐπέτων ὑπεράνω τῶν κεφαλῶν των. bbox=[8, 2169, 229, 2251]
paragraph: Ὑπέστη ἐγκατάλειψιν παρ' αὐτῇ ἐκ νέων ἐχθρῶν, μεταξὺ τῶν ὁποίων τὸ πλεῖστον μέρος ἦσαν νέοι εὐγενεῖς. Ἡ Ἄλβα ἐγνώριζε τὰ πάντα καὶ ἐπροστάτευε αὐτόν. bbox=[8, 835, 229, 934]
students-text: Μὲ μόνον 4 δραχμὰς δύνασθε νὰ ἔχετε 6 φωτογραφίας ἀπαράμιλλους καὶ ἐπιστοματικὰς λευκώματα, εἰς τὰ φωτογραφεῖα. bbox=[1004, 1820, 1229, 1886]
jeweller-item: ΩΡΟΛΟΓΙΑ bbox=[245, 710, 343, 729]
serial-body bbox=[8, 282, 229, 2324]
jeweller-item: ΣΚΕΥΗ bbox=[245, 729, 309, 748]
dentist-box bbox=[1004, 1046, 1229, 1139]
sakkis-address: 17 Ὁδὸς Εὐαγγελιστρίας 17 bbox=[534, 422, 691, 436]
homeopathy-h1: ΤΩΝ ΑΠΗΛΠΙΣΜΕΝΩΝ ΑΣΘΕΝΩΝ bbox=[260, 229, 465, 244]
steamer-schedule: Τὸ ἀτμόπλοιον «Ἀργολικὸς» ἀναχωρεῖ ἐκ Πειραιῶς ἑκάστην Παρασκευήν, ὥραν 7 1/2 π. μ., δι' Αἴγιναν, Μέθανα, Πόρον, Ὕδραν, Ἑρμιόνην, Σπέτσας, Λεωνίδιον, Ἄστρος καὶ Ναύπλιον, ἐπιστρέφον διὰ τῶν αὐτῶν λιμένων. bbox=[494, 205, 731, 322]
paragraph: — Δὲν τὴν γνωρίζω. Ἀκολουθήσατέ με. bbox=[1243, 1396, 1500, 1411]
doctor-name: ΧΡ. ΨΤΑΛΑ bbox=[315, 485, 410, 505]
paragraph: Ἤσαν θεραπαινίδες, καὶ ἄλλαι θεραπαινίδες, αἱ ὁποῖαι ἐξήσπασαν τὴν κάθοδον τῶν τροφίμων εἰς τὴν αἴθουσαν. bbox=[1243, 522, 1586, 571]
clock-icon bbox=[745, 189, 805, 309]
paragraph: Αἱ ὑποθέσεις τοῦ Νορίνο δὲν ἔβαινον καλλίτερα ἀπὸ τὰς ὑποθέσεις τῆς πατρίδος του· ἀλλὰ τολμήσας ἐξηκολούθει τὸν ἀγῶνα μὲ καρτερίαν καὶ ὑπομονήν, ὡς ἦτο ἀπλούστατον ὅλως τῶν θεραπευόντων. bbox=[8, 283, 229, 399]
letter-date: Ἀθῆναι τῇ 22 Ὀκτωβρίου 1907. bbox=[245, 1086, 433, 1100]
skins-text: Τὸ μεγαλύτερον ἐργοστάσιον καὶ πρώτης μάρκας τοῦ κόσμου. Ἀποθήκη Α. Κ. ΒΕΛΙΜΕΖΗ καὶ Σία, ὁδὸς Ἑρμοῦ 55. bbox=[1060, 1680, 1229, 1780]
center-ads bbox=[494, 1170, 990, 2231]
watch-text-2: «Ὡρολόγια νέα ἐκ τῶν πεσποβωξέσιν» ἐλβετικὰ ἐργοστάσια μὲ τιμὰς προσιτωτέρας διὰ τὸ πρωί 8—9—10 καὶ ἄνω μετ' εὐλογητικῆς ἐγγυήσεως. bbox=[745, 310, 990, 392]
paragraph: Ἀλλὰ μίαν τῶν τεσσάρων ἐπλησίασε καὶ τοῦ εἶπε χαμηλοφώνως ὀλίγας λέξεις. bbox=[1243, 1450, 1586, 1482]
farm-text: Τὰ τελειότερα διὰ τὰ ἔξοχα ΑΡΟΤΡΑ καὶ Γεωργικὰ Ἐργαλεῖα εὑρίσκονται bbox=[531, 1469, 953, 1498]
skins-title: ΔΕΡΜΑΤΑ bbox=[1059, 1623, 1175, 1649]
masthead-rule bbox=[0, 139, 1594, 142]
sakkis-name: ΣΑΚΚΗΣ bbox=[543, 386, 682, 421]
paragraph: Ὁ Νορίνο ἐκλινε τὴν κεφαλὴν καὶ ὑπεσχέθη νὰ τὴν ὑπακούσῃ. Καθ' ὁδὸν διηγήθη εἰς αὐτὴν τὰ συμβάντα τῆς νυκτὸς ὅλα ἀνεξαιρέτως. bbox=[8, 2082, 229, 2165]
market-number: ΣΤΑΔΙΟΥ 18 bbox=[407, 1194, 480, 1228]
photo-brand: LABARBERA bbox=[1074, 1353, 1160, 1367]
paragraph: Αἱ τέσσαρες θεραπαινίδες τοὺς ἐπεριποιοῦντο μὲ ὅλας χαρίεσσας καὶ μὲ ἀκριβὴ φροντίδα. bbox=[1243, 345, 1586, 377]
masthead bbox=[0, 106, 1594, 141]
lamps-ad: Ἠλεκτρικαὶ λυχνίαι Ταντάλ. bbox=[274, 1126, 451, 1140]
paragraph: Δὲν ἠμπορεῖτε νὰ μὴ τὸν ἀγαπήσετε, εἶπεν ἡ μία ἐξ αὐτῶν. Εἶναι τόσον καλός. bbox=[1243, 1109, 1586, 1141]
manicure-text: MANICURE diplomée de l'école royale, Imperiale de Vienne exerce et enseigne la manicure à prix modérée. Rüe Krieziotou 7. bbox=[1004, 609, 1229, 674]
paragraph: Ἡ ἡμέρα ἐπλησίαζε, ἐνῶ τὸ σκότος ἦτο ἔτι βαθὺ. Διῆλθον τὰς ὁδοὺς, καὶ ἔφθασαν εἰς τὸ ἀστυνομικὸν τμῆμα μετὰ τῶν κρατουμένων ἐν τοῖς δεσμοῖς των. bbox=[8, 1198, 229, 1298]
